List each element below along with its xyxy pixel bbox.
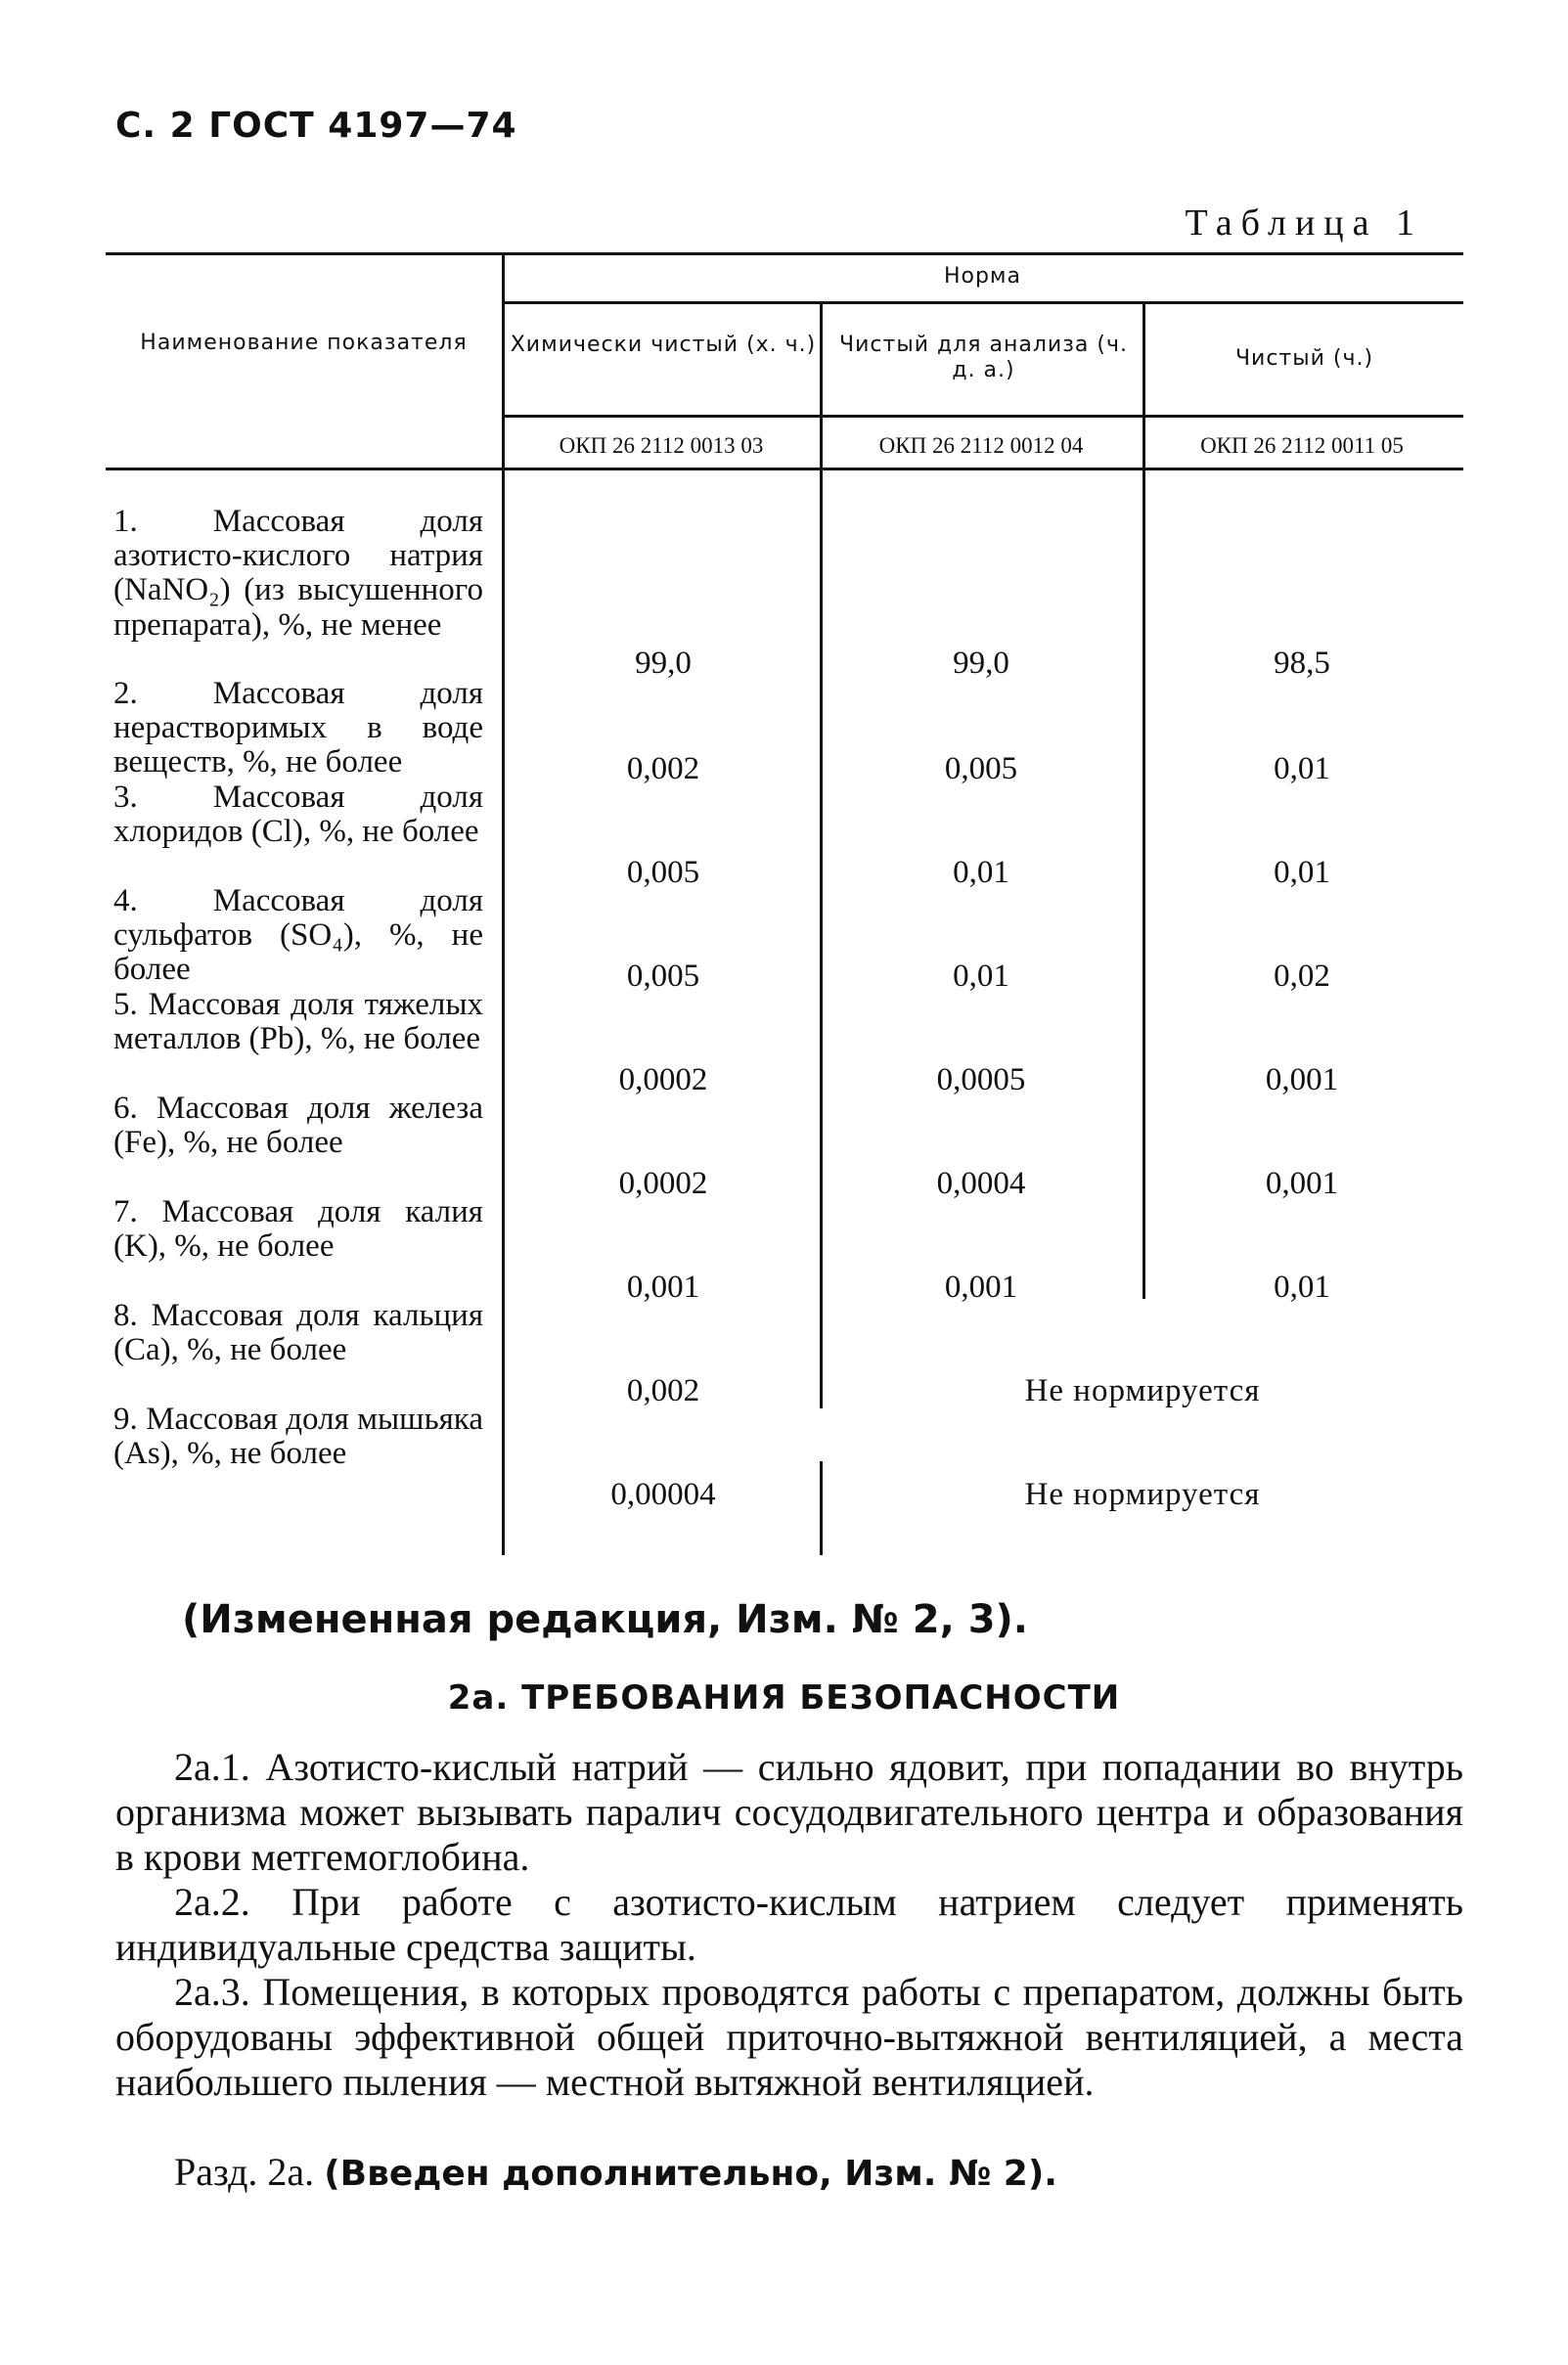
row-name-3: 3. Массовая доля хлоридов (Cl), %, не более bbox=[113, 780, 483, 850]
cell-5-2: 0,0005 bbox=[936, 1062, 1026, 1097]
col-rule-2b bbox=[820, 1461, 823, 1555]
cell-8-1: 0,002 bbox=[626, 1373, 700, 1408]
okp-code-3: ОКП 26 2112 0011 05 bbox=[1200, 433, 1404, 458]
norm-header: Норма bbox=[943, 264, 1022, 289]
cell-1-1: 99,0 bbox=[635, 646, 692, 681]
paragraph-section-note bbox=[115, 2150, 1463, 2197]
page-header: С. 2 ГОСТ 4197—74 bbox=[115, 106, 517, 146]
cell-1-3: 98,5 bbox=[1274, 646, 1330, 681]
paragraph-2a1: 2а.1. Азотисто-кислый натрий — сильно ядовит, при попадании во внутрь организма может вызывать паралич сосудодвигательного центра и образования в крови метгемоглобина. bbox=[115, 1745, 1463, 1879]
row-name-2: 2. Массовая доля нерастворимых в воде веществ, %, не более bbox=[113, 676, 483, 781]
cell-1-2: 99,0 bbox=[953, 646, 1009, 681]
cell-3-2: 0,01 bbox=[953, 855, 1009, 890]
cell-3-1: 0,005 bbox=[626, 855, 700, 890]
row-name-9: 9. Массовая доля мышьяка (As), %, не более bbox=[113, 1402, 483, 1472]
cell-7-1: 0,001 bbox=[626, 1270, 700, 1305]
section-title: 2а. ТРЕБОВАНИЯ БЕЗОПАСНОСТИ bbox=[447, 1678, 1121, 1718]
section-note-bold: (Введен дополнительно, Изм. № 2). bbox=[324, 2154, 1057, 2194]
row-name-8: 8. Массовая доля кальция (Ca), %, не более bbox=[113, 1298, 483, 1368]
cell-6-2: 0,0004 bbox=[936, 1166, 1026, 1201]
cell-9-not-normed: Не нормируется bbox=[1024, 1477, 1261, 1512]
row-name-5: 5. Массовая доля тяжелых металлов (Pb), %, не более bbox=[113, 987, 483, 1057]
col-name-header: Наименование показателя bbox=[140, 331, 468, 355]
col-rule-2 bbox=[820, 301, 823, 1408]
cell-4-3: 0,02 bbox=[1274, 959, 1330, 994]
grade-rule bbox=[502, 415, 1463, 418]
section-note-prefix: Разд. 2а. bbox=[174, 2150, 315, 2194]
paragraph-2a3: 2а.3. Помещения, в которых проводятся работы с препаратом, должны быть оборудованы эффективной общей приточно-вытяжной вентиляцией, а места наибольшего пыления — местной вытяжной вентиляцией. bbox=[115, 1970, 1463, 2104]
cell-5-3: 0,001 bbox=[1265, 1062, 1339, 1097]
paragraph-2a2: 2а.2. При работе с азотисто-кислым натрием следует применять индивидуальные средства защиты. bbox=[115, 1880, 1463, 1969]
specification-table bbox=[106, 252, 1463, 1555]
cell-2-3: 0,01 bbox=[1274, 751, 1330, 786]
row-name-6: 6. Массовая доля железа (Fe), %, не более bbox=[113, 1091, 483, 1161]
grade-header-3: Чистый (ч.) bbox=[1234, 346, 1374, 371]
cell-9-1: 0,00004 bbox=[610, 1477, 716, 1512]
grade-header-2: Чистый для анализа (ч. д. а.) bbox=[839, 333, 1128, 382]
row-name-7: 7. Массовая доля калия (K), %, не более bbox=[113, 1194, 483, 1265]
row-name-4: 4. Массовая доля сульфатов (SO₄), %, не более bbox=[113, 883, 483, 988]
cell-4-1: 0,005 bbox=[626, 959, 700, 994]
amendment-note: (Измененная редакция, Изм. № 2, 3). bbox=[182, 1597, 1028, 1642]
cell-3-3: 0,01 bbox=[1274, 855, 1330, 890]
cell-4-2: 0,01 bbox=[953, 959, 1009, 994]
cell-2-2: 0,005 bbox=[944, 751, 1018, 786]
cell-8-not-normed: Не нормируется bbox=[1024, 1373, 1261, 1408]
okp-code-2: ОКП 26 2112 0012 04 bbox=[878, 433, 1084, 458]
table-top-rule bbox=[106, 252, 1463, 255]
norm-rule bbox=[502, 301, 1463, 304]
grade-header-1: Химически чистый (х. ч.) bbox=[510, 333, 817, 357]
cell-2-1: 0,002 bbox=[626, 751, 700, 786]
row-name-1: 1. Массовая доля азотисто-кислого натрия (NaNO₂) (из высушенного препарата), %, не менее bbox=[113, 504, 483, 643]
header-bottom-rule bbox=[106, 468, 1463, 470]
cell-6-1: 0,0002 bbox=[618, 1166, 708, 1201]
table-caption: Таблица 1 bbox=[1185, 202, 1423, 244]
cell-5-1: 0,0002 bbox=[618, 1062, 708, 1097]
cell-6-3: 0,001 bbox=[1265, 1166, 1339, 1201]
cell-7-2: 0,001 bbox=[944, 1270, 1018, 1305]
okp-code-1: ОКП 26 2112 0013 03 bbox=[559, 433, 764, 458]
cell-7-3: 0,01 bbox=[1274, 1270, 1330, 1305]
